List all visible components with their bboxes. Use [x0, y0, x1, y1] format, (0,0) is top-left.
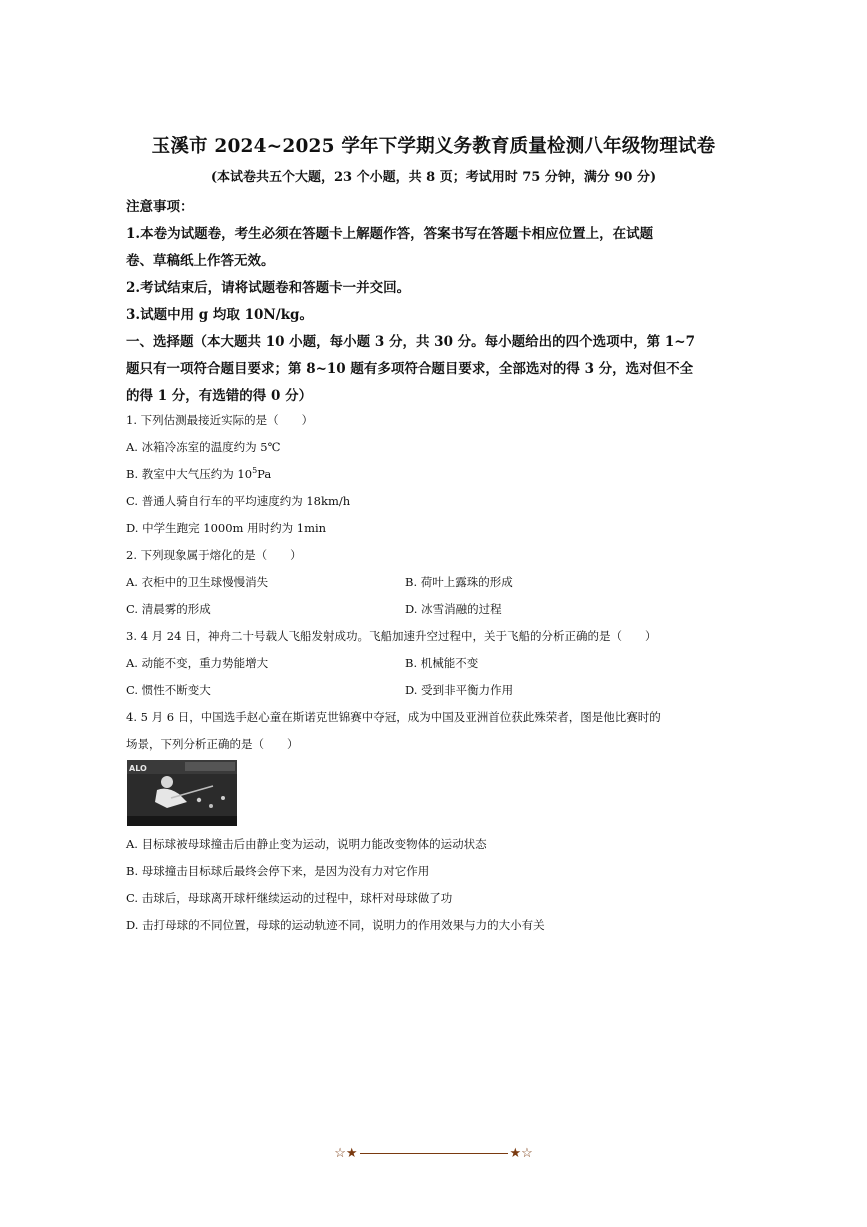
q4-option-a: A. 目标球被母球撞击后由静止变为运动，说明力能改变物体的运动状态 — [126, 837, 487, 851]
q4-option-c: C. 击球后，母球离开球杆继续运动的过程中，球杆对母球做了功 — [126, 891, 453, 905]
q1-option-a: A. 冰箱冷冻室的温度约为 5℃ — [126, 440, 281, 454]
q4-stem-line-1: 4. 5 月 6 日，中国选手赵心童在斯诺克世锦赛中夺冠，成为中国及亚洲首位获此殊荣者，图是他比赛时的 — [126, 710, 661, 724]
q2-option-d: D. 冰雪消融的过程 — [405, 602, 502, 616]
note-3: 3.试题中用 g 均取 10N/kg。 — [126, 307, 313, 323]
section-1-line-1: 一、选择题（本大题共 10 小题，每小题 3 分，共 30 分。每小题给出的四个选项中，第 1~7 — [126, 334, 695, 350]
q1-option-d: D. 中学生跑完 1000m 用时约为 1min — [126, 521, 327, 535]
q1-option-b-unit: Pa — [257, 467, 272, 481]
q1-stem: 1. 下列估测最接近实际的是（ ） — [126, 413, 314, 427]
q1-option-b-prefix: B. 教室中大气压约为 10 — [126, 467, 253, 481]
q2-option-a: A. 衣柜中的卫生球慢慢消失 — [126, 575, 269, 589]
q3-stem: 3. 4 月 24 日，神舟二十号载人飞船发射成功。飞船加速升空过程中，关于飞船的分析正确的是（ ） — [126, 629, 657, 643]
exam-subtitle: (本试卷共五个大题，23 个小题，共 8 页；考试用时 75 分钟，满分 90 分) — [210, 170, 657, 185]
footer-rule — [360, 1153, 508, 1154]
notes-heading: 注意事项： — [126, 199, 194, 215]
section-1-line-3: 的得 1 分，有选错的得 0 分） — [126, 388, 313, 404]
note-1-line-1: 1.本卷为试题卷，考生必须在答题卡上解题作答，答案书写在答题卡相应位置上，在试题 — [126, 226, 654, 242]
q4-option-b: B. 母球撞击目标球后最终会停下来，是因为没有力对它作用 — [126, 864, 430, 878]
q1-option-b — [126, 466, 271, 482]
q2-option-c: C. 清晨雾的形成 — [126, 602, 211, 616]
page-footer-ornament — [0, 1146, 867, 1161]
q2-stem: 2. 下列现象属于熔化的是（ ） — [126, 548, 302, 562]
photo-banner-text: ALO — [129, 764, 147, 773]
q4-stem-line-2: 场景，下列分析正确的是（ ） — [126, 737, 299, 751]
q4-option-d: D. 击打母球的不同位置，母球的运动轨迹不同，说明力的作用效果与力的大小有关 — [126, 918, 545, 932]
snooker-photo — [127, 760, 237, 826]
q3-option-a: A. 动能不变，重力势能增大 — [126, 656, 269, 670]
q3-option-b: B. 机械能不变 — [405, 656, 479, 670]
exam-title: 玉溪市 2024~2025 学年下学期义务教育质量检测八年级物理试卷 — [151, 136, 716, 157]
q3-option-d: D. 受到非平衡力作用 — [405, 683, 514, 697]
note-2: 2.考试结束后，请将试题卷和答题卡一并交回。 — [126, 280, 411, 296]
section-1-line-2: 题只有一项符合题目要求；第 8~10 题有多项符合题目要求，全部选对的得 3 分，选对但不全 — [126, 361, 694, 377]
q2-option-b: B. 荷叶上露珠的形成 — [405, 575, 513, 589]
note-1-line-2: 卷、草稿纸上作答无效。 — [126, 253, 275, 269]
q1-option-b-exponent: 5 — [252, 466, 258, 476]
q3-option-c: C. 惯性不断变大 — [126, 683, 211, 697]
q1-option-c: C. 普通人骑自行车的平均速度约为 18km/h — [126, 494, 351, 508]
footer-right-stars: ★☆ — [509, 1146, 533, 1161]
footer-left-stars: ☆★ — [334, 1146, 358, 1161]
snooker-photo-graphic — [127, 760, 237, 826]
